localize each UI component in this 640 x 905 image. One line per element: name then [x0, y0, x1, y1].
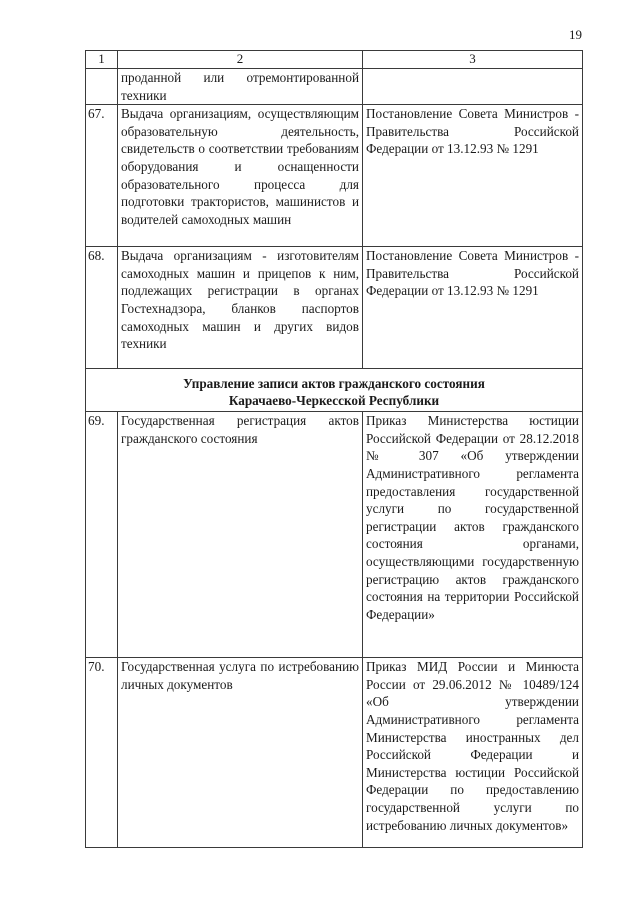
- service-description: Выдача организациям, осуществляющим образовательную деятельность, свидетельств о соответствии требованиям оборудования и оснащенности образовательного процесса для подготовки трактористов, машинистов и водителей самоходных машин: [118, 105, 363, 247]
- section-heading-line-1: Управление записи актов гражданского состояния: [183, 376, 485, 392]
- column-header-3: 3: [363, 51, 583, 69]
- service-description: Выдача организациям - изготовителям самоходных машин и прицепов к ним, подлежащих регистрации в органах Гостехнадзора, бланков паспортов самоходных машин и других видов техники: [118, 247, 363, 369]
- row-number: [86, 69, 118, 105]
- legal-basis: [363, 69, 583, 105]
- legal-basis: Приказ МИД России и Минюста России от 29.06.2012 № 10489/124 «Об утверждении Административного регламента Министерства иностранных дел Российской Федерации и Министерства юстиции Российской Федерации по предоставлению государственной услуги по истребованию личных документов»: [363, 658, 583, 848]
- table-row: [86, 105, 583, 247]
- table-row-continuation: [86, 69, 583, 105]
- service-description: Государственная регистрация актов гражданского состояния: [118, 412, 363, 658]
- legal-basis: Приказ Министерства юстиции Российской Федерации от 28.12.2018 № 307 «Об утверждении Административного регламента предоставления государственной услуги по государственной регистрации актов гражданского состояния органами, осуществляющими государственную регистрацию актов гражданского состояния на территории Российской Федерации»: [363, 412, 583, 658]
- table-row: [86, 412, 583, 658]
- row-number: 67.: [86, 105, 118, 247]
- table-row: [86, 658, 583, 848]
- column-header-2: 2: [118, 51, 363, 69]
- services-table: [85, 50, 583, 848]
- section-heading-line-2: Карачаево-Черкесской Республики: [228, 393, 440, 409]
- legal-basis: Постановление Совета Министров - Правительства Российской Федерации от 13.12.93 № 1291: [363, 247, 583, 369]
- service-description: проданной или отремонтированной техники: [118, 69, 363, 105]
- column-header-1: 1: [86, 51, 118, 69]
- legal-basis: Постановление Совета Министров - Правительства Российской Федерации от 13.12.93 № 1291: [363, 105, 583, 247]
- row-number: 69.: [86, 412, 118, 658]
- table-header-row: [86, 51, 583, 69]
- table-row: [86, 247, 583, 369]
- section-heading: [86, 369, 583, 412]
- page-number: 19: [569, 27, 582, 42]
- service-description: Государственная услуга по истребованию личных документов: [118, 658, 363, 848]
- section-heading-row: [86, 369, 583, 412]
- row-number: 70.: [86, 658, 118, 848]
- row-number: 68.: [86, 247, 118, 369]
